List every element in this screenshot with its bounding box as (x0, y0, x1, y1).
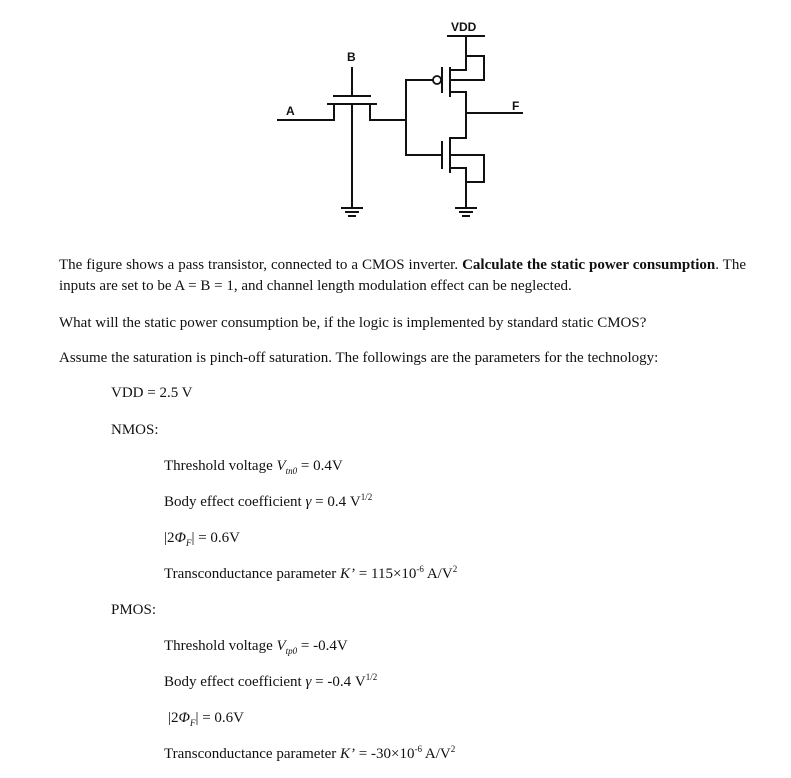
vdd-label: VDD (451, 20, 477, 34)
vdd-rail (448, 36, 484, 47)
pmos-bubble-icon (433, 76, 441, 84)
b-label: B (347, 50, 356, 64)
circuit-diagram (0, 0, 791, 250)
p1-bold: Calculate the static power consumption (462, 257, 716, 273)
nmos-heading: NMOS: (111, 422, 159, 438)
nmos-ground-icon (456, 208, 476, 216)
p1-lead: The figure shows a pass transistor, connected to a CMOS inverter. (59, 257, 459, 273)
problem-paragraph-3: Assume the saturation is pinch-off saturation. The followings are the parameters for the technology: (59, 350, 659, 366)
pass-transistor (278, 68, 406, 208)
problem-paragraph-2: What will the static power consumption be, if the logic is implemented by standard static CMOS? (59, 315, 647, 331)
nmos-body-effect: Body effect coefficient γ = 0.4 $V^{1/2}$ (164, 492, 373, 510)
pmos-heading: PMOS: (111, 602, 157, 618)
nmos-transistor (442, 128, 484, 208)
vdd-value: VDD = 2.5 V (111, 385, 193, 401)
pmos-transconductance: Transconductance parameter K’ = $-30\times 10^{-6}$ $A/V^2$ (164, 744, 456, 762)
pmos-transistor (433, 47, 484, 128)
pmos-fermi-potential: $|2\Phi_F| = 0.6V$ (168, 710, 244, 728)
nmos-threshold-voltage: Threshold voltage $V_{tn0} = 0.4V$ (164, 458, 343, 476)
a-label: A (286, 104, 295, 118)
nmos-fermi-potential: $|2\Phi_F| = 0.6V$ (164, 530, 240, 548)
problem-paragraph-1 (59, 255, 746, 297)
nmos-transconductance: Transconductance parameter K’ = $115\times 10^{-6}$ $A/V^2$ (164, 564, 458, 582)
f-label: F (512, 99, 520, 113)
pmos-body-effect: Body effect coefficient γ = -0.4 $V^{1/2}$ (164, 672, 378, 690)
pmos-threshold-voltage: Threshold voltage $V_{tp0} = -0.4V$ (164, 638, 348, 656)
p1-tail: . The inputs are set to be A = B = 1, and channel length modulation effect can be neglected. (59, 257, 746, 294)
pass-ground-icon (342, 208, 362, 216)
inverter-input-wire (406, 80, 442, 155)
